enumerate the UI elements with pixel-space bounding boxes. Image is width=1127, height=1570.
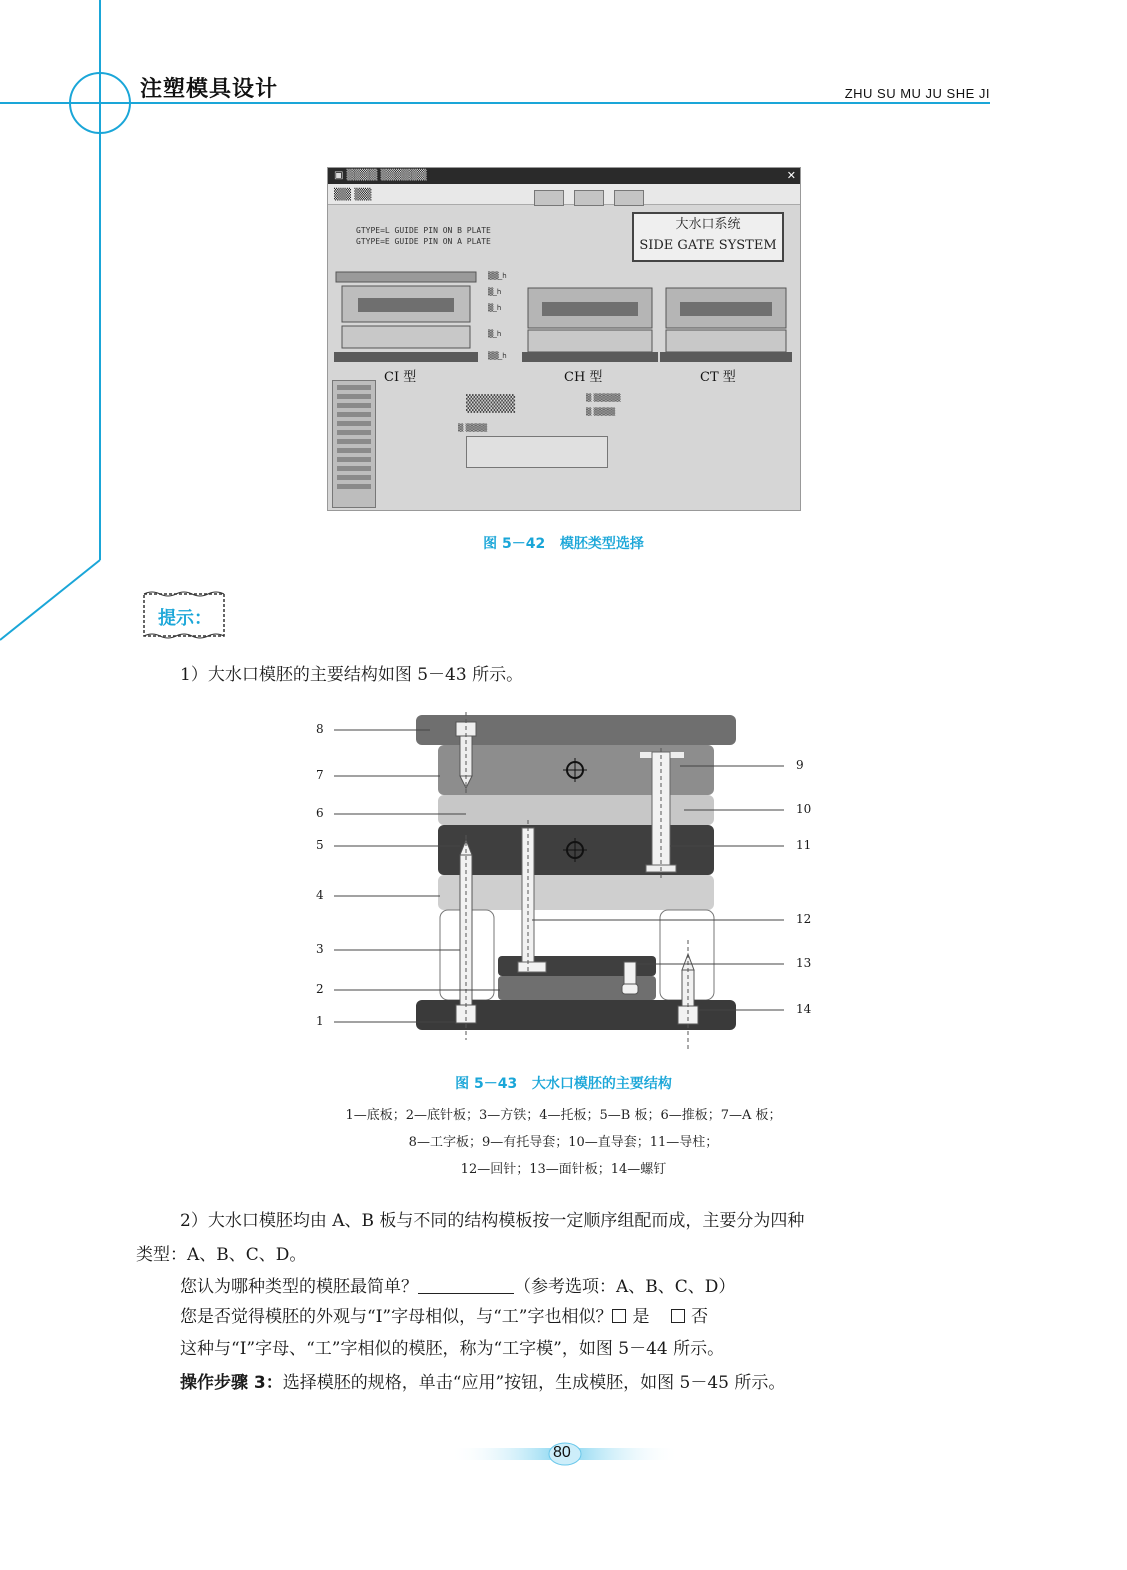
question-1-suffix: （参考选项：A、B、C、D） xyxy=(514,1277,736,1297)
plate-4-support xyxy=(438,875,714,910)
diagram-label-4: 4 xyxy=(316,888,324,902)
diagram-label-7: 7 xyxy=(316,768,324,782)
screenshot-menubar xyxy=(328,184,800,205)
answer-blank xyxy=(418,1277,514,1294)
type-ct-label: CT 型 xyxy=(700,370,736,385)
mold-type-screenshot xyxy=(327,167,801,511)
step-3 xyxy=(180,1372,785,1394)
screenshot-blurred-heading: ▒▒▒▒ xyxy=(466,394,516,413)
diagram-label-2: 2 xyxy=(316,982,324,996)
screenshot-option: ▒ ▒▒▒▒ xyxy=(458,424,488,432)
plate-label: ▒_h xyxy=(488,330,502,338)
diagram-label-5: 5 xyxy=(316,838,324,852)
diagram-label-10: 10 xyxy=(796,802,812,816)
plate-6-stripper xyxy=(438,795,714,825)
plate-label: ▒_h xyxy=(488,304,502,312)
mold-ci-drawing xyxy=(334,272,478,362)
header-pinyin: ZHU SU MU JU SHE JI xyxy=(844,86,990,101)
figure-43-caption xyxy=(0,1073,1127,1093)
diagram-label-3: 3 xyxy=(316,942,324,956)
diagram-label-11: 11 xyxy=(796,838,812,852)
gtype-line-1: GTYPE=L GUIDE PIN ON B PLATE xyxy=(356,226,491,235)
screenshot-list-pane xyxy=(332,380,376,508)
screenshot-titlebar: ▣ ▒▒▒▒ ▒▒▒▒▒▒ xyxy=(328,168,800,184)
screenshot-input-area xyxy=(466,436,608,468)
yes-checkbox xyxy=(612,1309,626,1323)
diagram-label-13: 13 xyxy=(796,956,812,970)
screenshot-toolbar-button xyxy=(534,190,564,206)
side-gate-cn: 大水口系统 xyxy=(675,217,741,232)
diagram-label-1: 1 xyxy=(316,1014,324,1028)
question-1 xyxy=(180,1276,735,1298)
header-title: 注塑模具设计 xyxy=(140,77,279,102)
question-2 xyxy=(180,1306,708,1328)
yes-label: 是 xyxy=(632,1307,650,1327)
diagram-label-9: 9 xyxy=(796,758,804,772)
paragraph-2-line-1: 2）大水口模胚均由 A、B 板与不同的结构模板按一定顺序组配而成，主要分为四种 xyxy=(180,1211,805,1231)
paragraph-2-line-2: 类型：A、B、C、D。 xyxy=(136,1245,307,1265)
mold-structure-diagram xyxy=(300,700,840,1060)
diagram-label-6: 6 xyxy=(316,806,324,820)
mold-type-illustrations xyxy=(328,264,800,368)
figure-43-legend-line-2: 8—工字板；9—有托导套；10—直导套；11—导柱； xyxy=(408,1135,719,1150)
figure-42-caption xyxy=(0,533,1127,553)
type-ch-label: CH 型 xyxy=(564,370,603,385)
question-2-prefix: 您是否觉得模胚的外观与“I”字母相似，与“工”字也相似？ xyxy=(180,1307,613,1327)
screenshot-option: ▒ ▒▒▒▒▒ xyxy=(586,394,621,402)
tip-label: 提示： xyxy=(158,608,212,629)
screenshot-toolbar-button xyxy=(614,190,644,206)
screenshot-option: ▒ ▒▒▒▒ xyxy=(586,408,616,416)
diagram-label-14: 14 xyxy=(796,1002,812,1016)
no-label: 否 xyxy=(691,1307,709,1327)
page-number: 80 xyxy=(553,1444,571,1461)
screenshot-toolbar-button xyxy=(574,190,604,206)
plate-label: ▒▒_h xyxy=(488,272,507,280)
diagram-label-12: 12 xyxy=(796,912,812,926)
plate-label: ▒▒_h xyxy=(488,352,507,360)
paragraph-1: 1）大水口模胚的主要结构如图 5－43 所示。 xyxy=(180,665,524,685)
gtype-line-2: GTYPE=E GUIDE PIN ON A PLATE xyxy=(356,237,491,246)
paragraph-3: 这种与“I”字母、“工”字相似的模胚，称为“工字模”，如图 5－44 所示。 xyxy=(180,1339,725,1359)
figure-43-caption-num: 图 5－43 xyxy=(455,1076,518,1092)
diagram-label-8: 8 xyxy=(316,722,324,736)
step-3-text: 选择模胚的规格，单击“应用”按钮，生成模胚，如图 5－45 所示。 xyxy=(282,1373,786,1393)
figure-42-caption-text: 模胚类型选择 xyxy=(559,536,644,552)
figure-43-legend-line-1: 1—底板；2—底针板；3—方铁；4—托板；5—B 板；6—推板；7—A 板； xyxy=(345,1108,782,1123)
figure-43-legend-line-3: 12—回针；13—面针板；14—螺钉 xyxy=(460,1162,667,1177)
screenshot-menu-item: ▒▒ ▒▒ xyxy=(334,188,372,201)
close-icon: ✕ xyxy=(786,169,796,182)
figure-43-caption-text: 大水口模胚的主要结构 xyxy=(531,1076,672,1092)
type-ci-label: CI 型 xyxy=(384,370,417,385)
mold-ct-drawing xyxy=(660,288,792,362)
no-checkbox xyxy=(671,1309,685,1323)
side-gate-en: SIDE GATE SYSTEM xyxy=(639,238,777,253)
figure-42-caption-num: 图 5－42 xyxy=(483,536,546,552)
question-1-prefix: 您认为哪种类型的模胚最简单？ xyxy=(180,1277,418,1297)
mold-ch-drawing xyxy=(522,288,658,362)
step-3-label: 操作步骤 3： xyxy=(180,1373,283,1393)
plate-label: ▒_h xyxy=(488,288,502,296)
side-gate-system-box xyxy=(632,212,784,262)
